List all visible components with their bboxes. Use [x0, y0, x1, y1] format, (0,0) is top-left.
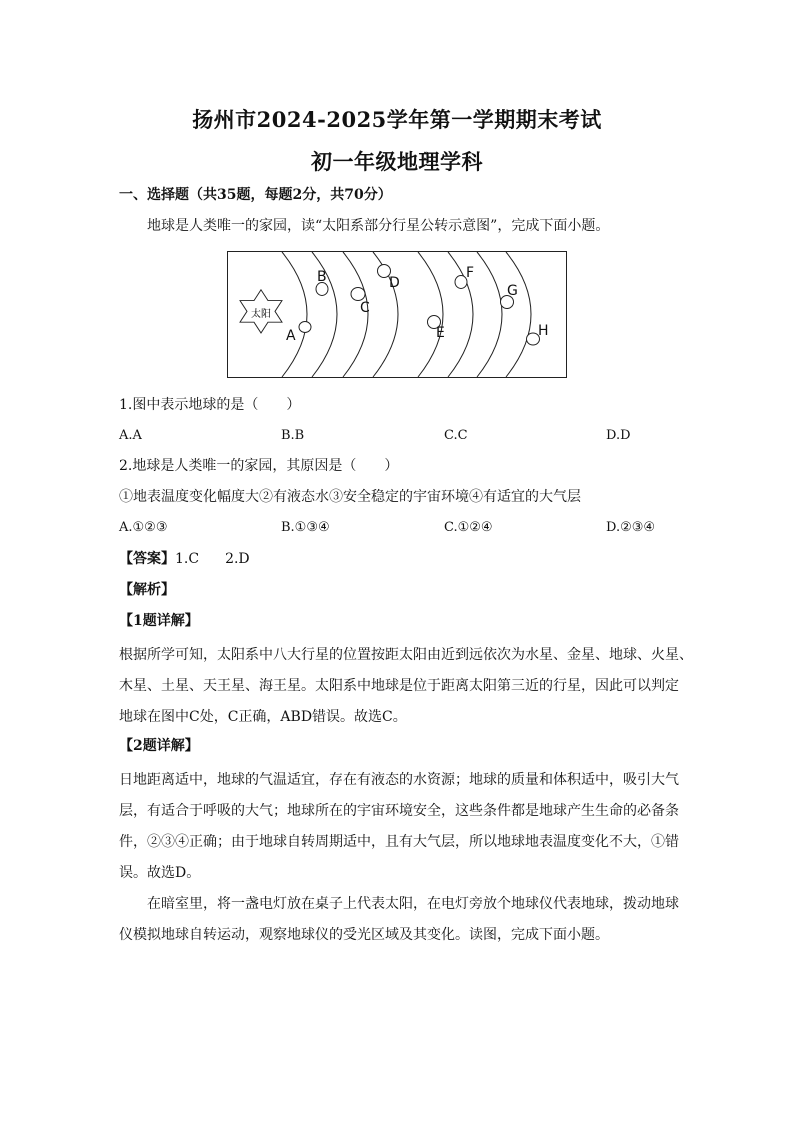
detail-2-line: 误。故选D。: [119, 865, 201, 881]
q2-option-b: B.①③④: [281, 520, 330, 535]
planet-label-h: H: [538, 323, 549, 339]
q1-option-c: C.C: [444, 428, 468, 443]
detail-2-line: 件，②③④正确；由于地球自转周期适中，且有大气层，所以地球地表温度变化不大，①错: [119, 834, 679, 850]
planet-label-c: C: [360, 300, 370, 316]
detail-2-line: 层，有适合于呼吸的大气；地球所在的宇宙环境安全，这些条件都是地球产生生命的必备条: [119, 803, 679, 819]
question-intro: 地球是人类唯一的家园，读“太阳系部分行星公转示意图”，完成下面小题。: [147, 218, 610, 234]
planet-label-a: A: [286, 328, 296, 344]
solar-system-diagram: [227, 251, 567, 378]
detail-1-line: 木星、土星、天王星、海王星。太阳系中地球是位于距离太阳第三近的行星，因此可以判定: [119, 678, 679, 694]
next-intro-line: 仪模拟地球自转运动，观察地球仪的受光区域及其变化。读图，完成下面小题。: [119, 927, 609, 943]
detail-1-text: [119, 640, 693, 733]
next-intro-line: 在暗室里，将一盏电灯放在桌子上代表太阳，在电灯旁放个地球仪代表地球，拨动地球: [147, 896, 679, 912]
detail-1-line: 地球在图中C处，C正确，ABD错误。故选C。: [119, 709, 407, 725]
detail-2-line: 日地距离适中，地球的气温适宜，存在有液态的水资源；地球的质量和体积适中，吸引大气: [119, 772, 679, 788]
detail-2-label: 【2题详解】: [119, 738, 199, 754]
detail-2-text: [119, 765, 679, 889]
analysis-label: 【解析】: [119, 582, 175, 598]
answer-label: 【答案】: [119, 551, 175, 567]
answer-row: [119, 548, 679, 570]
q2-option-c: C.①②④: [444, 520, 493, 535]
question-2-stem: 2.地球是人类唯一的家园，其原因是（ ）: [119, 458, 399, 474]
planet-label-d: D: [389, 275, 400, 291]
question-1-stem: 1.图中表示地球的是（ ）: [119, 397, 301, 413]
planet-label-b: B: [317, 269, 327, 285]
section-heading: 一、选择题（共35题，每题2分，共70分）: [119, 187, 392, 203]
planet-a: [299, 322, 311, 333]
planet-label-e: E: [436, 325, 445, 341]
detail-1-line: 根据所学可知，太阳系中八大行星的位置按距太阳由近到远依次为水星、金星、地球、火星、: [119, 647, 693, 663]
planet-c: [351, 288, 365, 301]
q1-option-b: B.B: [281, 428, 305, 443]
next-question-intro: [119, 889, 679, 951]
q2-option-a: A.①②③: [119, 520, 168, 535]
exam-subtitle: 初一年级地理学科: [311, 149, 483, 174]
q2-option-d: D.②③④: [606, 520, 656, 535]
planet-label-f: F: [466, 265, 475, 281]
detail-1-label: 【1题详解】: [119, 613, 199, 629]
q1-option-a: A.A: [119, 428, 142, 443]
sun-label: 太阳: [251, 309, 271, 320]
answer-q2: 2.D: [225, 551, 250, 567]
exam-title: 扬州市2024-2025学年第一学期期末考试: [192, 107, 602, 132]
answer-q1: 1.C: [175, 551, 200, 567]
q1-option-d: D.D: [606, 428, 631, 443]
planet-label-g: G: [507, 283, 518, 299]
question-2-statements: ①地表温度变化幅度大②有液态水③安全稳定的宇宙环境④有适宜的大气层: [119, 489, 581, 505]
